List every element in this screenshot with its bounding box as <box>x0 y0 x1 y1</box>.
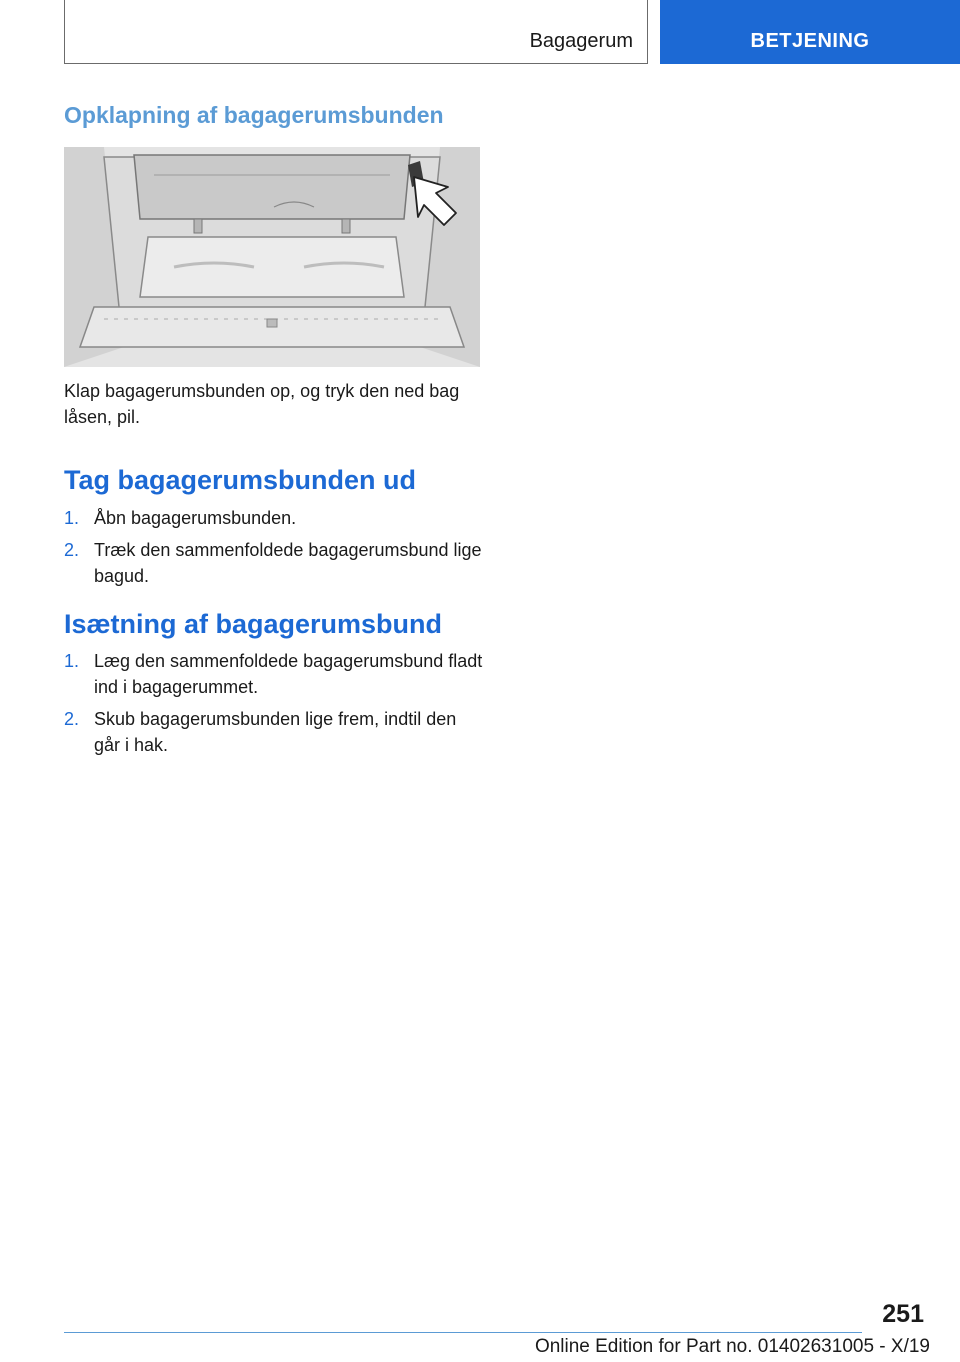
list-item <box>64 648 484 700</box>
step-number: 1. <box>64 508 80 528</box>
trunk-floor-illustration <box>64 147 480 367</box>
header-section-title: Bagagerum <box>529 30 633 52</box>
subheading-fold-up: Opklapning af bagagerumsbunden <box>64 102 444 128</box>
header-chapter-tab <box>660 0 960 64</box>
header-section-box <box>64 0 648 64</box>
list-item <box>64 505 484 531</box>
section-heading-remove: Tag bagagerumsbunden ud <box>64 465 417 495</box>
steps-list-insert <box>64 648 484 764</box>
step-number: 2. <box>64 540 80 560</box>
footer-edition: Online Edition for Part no. 01402631005 - X/19 <box>534 1336 930 1357</box>
step-text: Læg den sammenfoldede bagagerumsbund fladt ind i bagagerummet. <box>94 651 483 697</box>
figure-caption: Klap bagagerumsbunden op, og tryk den ned bag låsen, pil. <box>64 381 460 427</box>
step-number: 1. <box>64 651 80 671</box>
step-number: 2. <box>64 709 80 729</box>
section-heading-insert: Isætning af bagagerumsbund <box>64 609 443 639</box>
page-number: 251 <box>882 1300 924 1328</box>
footer-divider <box>64 1332 862 1333</box>
trunk-illustration-svg <box>64 147 480 367</box>
list-item <box>64 537 484 589</box>
step-text: Skub bagagerumsbunden lige frem, indtil den går i hak. <box>94 709 457 755</box>
list-item <box>64 706 484 758</box>
step-text: Træk den sammenfoldede bagagerumsbund lige bagud. <box>94 540 482 586</box>
steps-list-remove <box>64 505 484 595</box>
step-text: Åbn bagagerumsbunden. <box>94 508 297 528</box>
header-chapter-label: BETJENING <box>750 29 870 52</box>
